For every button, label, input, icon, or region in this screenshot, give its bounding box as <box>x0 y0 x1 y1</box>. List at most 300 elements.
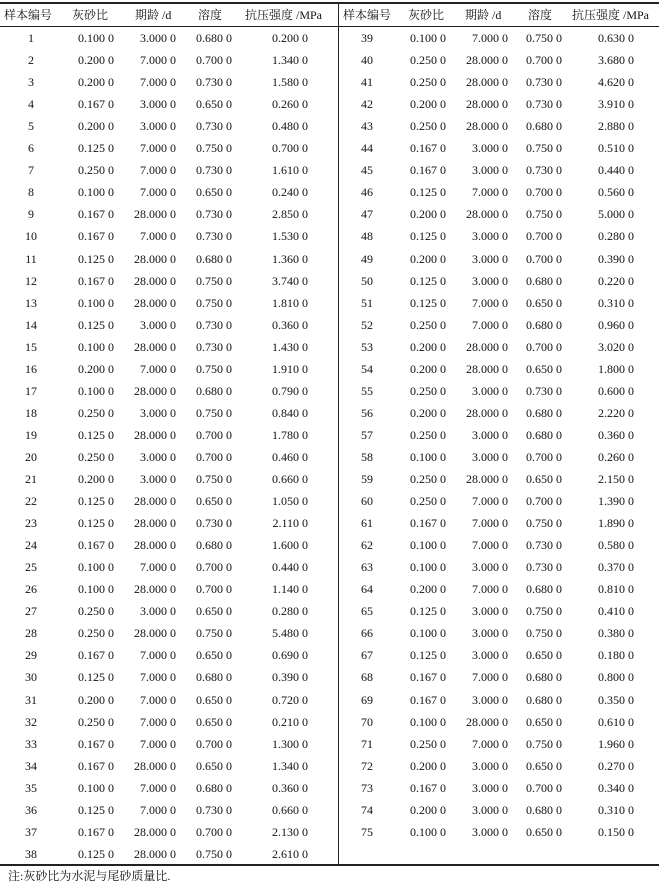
cell-sample-id: 41 <box>361 75 373 90</box>
cell-strength: 3.740 0 <box>272 273 308 288</box>
cell-strength: 1.530 0 <box>272 229 308 244</box>
cell-sample-id: 48 <box>361 229 373 244</box>
cell-cement-ratio: 0.200 0 <box>410 97 446 112</box>
cell-cement-ratio: 0.200 0 <box>410 802 446 817</box>
cell-concentration: 0.680 0 <box>196 670 232 685</box>
cell-strength: 5.000 0 <box>598 207 634 222</box>
cell-age: 28.000 0 <box>134 295 176 310</box>
cell-strength: 0.440 0 <box>598 163 634 178</box>
cell-cement-ratio: 0.250 0 <box>410 53 446 68</box>
cell-age: 3.000 0 <box>472 383 508 398</box>
cell-strength: 3.680 0 <box>598 53 634 68</box>
cell-sample-id: 52 <box>361 317 373 332</box>
cell-age: 7.000 0 <box>140 163 176 178</box>
cell-sample-id: 45 <box>361 163 373 178</box>
cell-cement-ratio: 0.125 0 <box>410 648 446 663</box>
cell-cement-ratio: 0.167 0 <box>78 538 114 553</box>
cell-strength: 1.890 0 <box>598 516 634 531</box>
cell-age: 7.000 0 <box>140 53 176 68</box>
cell-age: 3.000 0 <box>140 472 176 486</box>
column-divider <box>338 4 339 864</box>
cell-concentration: 0.680 0 <box>196 538 232 553</box>
cell-cement-ratio: 0.125 0 <box>78 251 114 266</box>
cell-age: 28.000 0 <box>134 273 176 288</box>
cell-strength: 0.390 0 <box>272 670 308 685</box>
cell-strength: 2.850 0 <box>272 207 308 222</box>
cell-strength: 0.480 0 <box>272 119 308 134</box>
cell-concentration: 0.730 0 <box>196 339 232 354</box>
cell-concentration: 0.750 0 <box>196 405 232 420</box>
cell-age: 7.000 0 <box>140 736 176 751</box>
cell-strength: 1.910 0 <box>272 361 308 376</box>
cell-sample-id: 65 <box>361 604 373 619</box>
cell-sample-id: 29 <box>25 648 37 663</box>
cell-age: 28.000 0 <box>466 472 508 486</box>
cell-strength: 0.260 0 <box>272 97 308 112</box>
cell-strength: 1.390 0 <box>598 494 634 509</box>
cell-sample-id: 71 <box>361 736 373 751</box>
cell-strength: 0.510 0 <box>598 141 634 156</box>
cell-concentration: 0.650 0 <box>196 494 232 509</box>
cell-age: 7.000 0 <box>140 185 176 200</box>
cell-concentration: 0.750 0 <box>526 516 562 531</box>
header-age: 期龄 /d <box>135 8 172 22</box>
cell-age: 7.000 0 <box>140 229 176 244</box>
cell-sample-id: 31 <box>25 692 37 707</box>
cell-concentration: 0.700 0 <box>526 251 562 266</box>
cell-concentration: 0.730 0 <box>196 163 232 178</box>
cell-cement-ratio: 0.167 0 <box>410 780 446 795</box>
cell-strength: 4.620 0 <box>598 75 634 90</box>
header-cement-ratio: 灰砂比 <box>72 8 109 22</box>
cell-cement-ratio: 0.200 0 <box>78 119 114 134</box>
cell-sample-id: 64 <box>361 582 373 597</box>
cell-concentration: 0.730 0 <box>196 75 232 90</box>
cell-strength: 0.240 0 <box>272 185 308 200</box>
cell-age: 3.000 0 <box>140 317 176 332</box>
cell-strength: 0.380 0 <box>598 626 634 641</box>
cell-age: 3.000 0 <box>472 273 508 288</box>
cell-sample-id: 6 <box>28 141 34 156</box>
cell-age: 3.000 0 <box>472 604 508 619</box>
cell-concentration: 0.750 0 <box>526 736 562 751</box>
cell-cement-ratio: 0.167 0 <box>78 736 114 751</box>
cell-cement-ratio: 0.125 0 <box>410 295 446 310</box>
cell-strength: 5.480 0 <box>272 626 308 641</box>
cell-cement-ratio: 0.200 0 <box>78 472 114 486</box>
cell-cement-ratio: 0.250 0 <box>78 405 114 420</box>
cell-sample-id: 70 <box>361 714 373 729</box>
cell-cement-ratio: 0.100 0 <box>410 31 446 45</box>
cell-cement-ratio: 0.200 0 <box>410 339 446 354</box>
cell-age: 3.000 0 <box>472 560 508 575</box>
cell-age: 7.000 0 <box>140 670 176 685</box>
cell-sample-id: 62 <box>361 538 373 553</box>
cell-cement-ratio: 0.167 0 <box>410 670 446 685</box>
cell-cement-ratio: 0.100 0 <box>78 582 114 597</box>
cell-cement-ratio: 0.167 0 <box>410 163 446 178</box>
cell-age: 7.000 0 <box>140 141 176 156</box>
cell-concentration: 0.680 0 <box>526 802 562 817</box>
header-age: 期龄 /d <box>465 8 502 22</box>
cell-cement-ratio: 0.167 0 <box>78 207 114 222</box>
cell-cement-ratio: 0.167 0 <box>410 692 446 707</box>
cell-sample-id: 60 <box>361 494 373 509</box>
cell-age: 28.000 0 <box>134 538 176 553</box>
cell-concentration: 0.750 0 <box>196 472 232 486</box>
cell-strength: 0.210 0 <box>272 714 308 729</box>
cell-concentration: 0.750 0 <box>196 141 232 156</box>
cell-strength: 1.360 0 <box>272 251 308 266</box>
cell-strength: 0.260 0 <box>598 449 634 464</box>
cell-cement-ratio: 0.250 0 <box>410 75 446 90</box>
cell-concentration: 0.700 0 <box>196 449 232 464</box>
cell-concentration: 0.700 0 <box>526 339 562 354</box>
cell-age: 28.000 0 <box>466 207 508 222</box>
cell-age: 28.000 0 <box>466 361 508 376</box>
cell-sample-id: 20 <box>25 449 37 464</box>
cell-concentration: 0.700 0 <box>196 736 232 751</box>
cell-concentration: 0.750 0 <box>526 604 562 619</box>
cell-concentration: 0.680 0 <box>526 273 562 288</box>
cell-age: 3.000 0 <box>472 648 508 663</box>
cell-cement-ratio: 0.100 0 <box>410 560 446 575</box>
cell-sample-id: 8 <box>28 185 34 200</box>
cell-sample-id: 13 <box>25 295 37 310</box>
cell-concentration: 0.680 0 <box>196 780 232 795</box>
cell-strength: 0.460 0 <box>272 449 308 464</box>
cell-strength: 0.800 0 <box>598 670 634 685</box>
cell-concentration: 0.700 0 <box>526 229 562 244</box>
cell-concentration: 0.730 0 <box>196 229 232 244</box>
cell-sample-id: 68 <box>361 670 373 685</box>
cell-sample-id: 25 <box>25 560 37 575</box>
cell-sample-id: 37 <box>25 824 37 839</box>
cell-age: 28.000 0 <box>134 824 176 839</box>
cell-concentration: 0.700 0 <box>526 449 562 464</box>
header-cement-ratio: 灰砂比 <box>408 8 445 22</box>
cell-cement-ratio: 0.200 0 <box>410 582 446 597</box>
cell-age: 28.000 0 <box>134 494 176 509</box>
cell-sample-id: 19 <box>25 427 37 442</box>
cell-strength: 1.800 0 <box>598 361 634 376</box>
header-concentration: 溶度 <box>198 8 223 22</box>
cell-cement-ratio: 0.125 0 <box>410 185 446 200</box>
cell-cement-ratio: 0.100 0 <box>78 295 114 310</box>
cell-cement-ratio: 0.250 0 <box>410 317 446 332</box>
cell-sample-id: 72 <box>361 758 373 773</box>
cell-age: 7.000 0 <box>140 361 176 376</box>
cell-age: 7.000 0 <box>472 582 508 597</box>
cell-age: 28.000 0 <box>134 383 176 398</box>
cell-concentration: 0.650 0 <box>196 185 232 200</box>
cell-cement-ratio: 0.125 0 <box>410 604 446 619</box>
cell-concentration: 0.700 0 <box>526 780 562 795</box>
cell-strength: 0.790 0 <box>272 383 308 398</box>
cell-cement-ratio: 0.100 0 <box>410 449 446 464</box>
cell-cement-ratio: 0.100 0 <box>78 780 114 795</box>
cell-sample-id: 32 <box>25 714 37 729</box>
cell-cement-ratio: 0.200 0 <box>410 405 446 420</box>
cell-sample-id: 74 <box>361 802 373 817</box>
cell-sample-id: 24 <box>25 538 37 553</box>
cell-concentration: 0.730 0 <box>526 383 562 398</box>
cell-age: 3.000 0 <box>140 97 176 112</box>
cell-sample-id: 59 <box>361 472 373 486</box>
cell-cement-ratio: 0.125 0 <box>78 494 114 509</box>
cell-concentration: 0.650 0 <box>196 758 232 773</box>
cell-cement-ratio: 0.100 0 <box>78 560 114 575</box>
cell-age: 3.000 0 <box>472 449 508 464</box>
cell-cement-ratio: 0.250 0 <box>78 604 114 619</box>
cell-age: 28.000 0 <box>134 427 176 442</box>
cell-sample-id: 51 <box>361 295 373 310</box>
cell-concentration: 0.700 0 <box>196 560 232 575</box>
table-footnote: 注:灰砂比为水泥与尾砂质量比. <box>8 869 171 883</box>
cell-cement-ratio: 0.200 0 <box>410 251 446 266</box>
cell-sample-id: 21 <box>25 472 37 486</box>
cell-sample-id: 38 <box>25 846 37 861</box>
cell-cement-ratio: 0.250 0 <box>78 714 114 729</box>
cell-cement-ratio: 0.125 0 <box>78 802 114 817</box>
cell-cement-ratio: 0.100 0 <box>78 31 114 45</box>
cell-age: 3.000 0 <box>472 824 508 839</box>
cell-cement-ratio: 0.250 0 <box>78 449 114 464</box>
cell-strength: 0.600 0 <box>598 383 634 398</box>
cell-cement-ratio: 0.100 0 <box>410 626 446 641</box>
cell-strength: 1.430 0 <box>272 339 308 354</box>
cell-strength: 1.340 0 <box>272 53 308 68</box>
cell-concentration: 0.650 0 <box>196 692 232 707</box>
cell-sample-id: 63 <box>361 560 373 575</box>
cell-strength: 0.720 0 <box>272 692 308 707</box>
cell-sample-id: 36 <box>25 802 37 817</box>
cell-strength: 0.340 0 <box>598 780 634 795</box>
cell-age: 28.000 0 <box>134 758 176 773</box>
cell-strength: 3.020 0 <box>598 339 634 354</box>
cell-sample-id: 11 <box>25 251 37 266</box>
cell-sample-id: 18 <box>25 405 37 420</box>
cell-concentration: 0.650 0 <box>526 648 562 663</box>
cell-cement-ratio: 0.125 0 <box>410 273 446 288</box>
cell-sample-id: 47 <box>361 207 373 222</box>
cell-sample-id: 4 <box>28 97 34 112</box>
cell-concentration: 0.680 0 <box>526 427 562 442</box>
cell-concentration: 0.730 0 <box>526 538 562 553</box>
cell-concentration: 0.700 0 <box>526 53 562 68</box>
cell-concentration: 0.750 0 <box>196 295 232 310</box>
cell-concentration: 0.750 0 <box>526 141 562 156</box>
cell-cement-ratio: 0.125 0 <box>78 317 114 332</box>
cell-age: 28.000 0 <box>466 53 508 68</box>
cell-concentration: 0.730 0 <box>196 317 232 332</box>
cell-strength: 0.440 0 <box>272 560 308 575</box>
cell-cement-ratio: 0.167 0 <box>78 824 114 839</box>
cell-strength: 0.270 0 <box>598 758 634 773</box>
cell-strength: 2.880 0 <box>598 119 634 134</box>
cell-age: 7.000 0 <box>472 670 508 685</box>
cell-sample-id: 12 <box>25 273 37 288</box>
cell-cement-ratio: 0.250 0 <box>410 736 446 751</box>
cell-cement-ratio: 0.100 0 <box>410 714 446 729</box>
cell-sample-id: 75 <box>361 824 373 839</box>
cell-sample-id: 39 <box>361 31 373 45</box>
cell-sample-id: 22 <box>25 494 37 509</box>
cell-strength: 1.610 0 <box>272 163 308 178</box>
table-bottom-rule <box>0 864 659 866</box>
cell-concentration: 0.750 0 <box>526 31 562 45</box>
cell-concentration: 0.650 0 <box>526 361 562 376</box>
cell-cement-ratio: 0.250 0 <box>410 119 446 134</box>
header-concentration: 溶度 <box>528 8 553 22</box>
cell-cement-ratio: 0.250 0 <box>410 427 446 442</box>
cell-concentration: 0.650 0 <box>526 472 562 486</box>
cell-age: 28.000 0 <box>466 405 508 420</box>
cell-age: 7.000 0 <box>472 538 508 553</box>
cell-sample-id: 15 <box>25 339 37 354</box>
cell-age: 28.000 0 <box>466 119 508 134</box>
cell-strength: 1.050 0 <box>272 494 308 509</box>
cell-sample-id: 28 <box>25 626 37 641</box>
cell-age: 28.000 0 <box>466 75 508 90</box>
cell-strength: 1.300 0 <box>272 736 308 751</box>
cell-strength: 1.960 0 <box>598 736 634 751</box>
cell-strength: 0.360 0 <box>598 427 634 442</box>
cell-sample-id: 10 <box>25 229 37 244</box>
cell-strength: 0.610 0 <box>598 714 634 729</box>
cell-cement-ratio: 0.200 0 <box>410 758 446 773</box>
cell-concentration: 0.750 0 <box>526 626 562 641</box>
cell-concentration: 0.650 0 <box>196 604 232 619</box>
cell-cement-ratio: 0.167 0 <box>78 758 114 773</box>
cell-age: 28.000 0 <box>466 714 508 729</box>
cell-cement-ratio: 0.125 0 <box>410 229 446 244</box>
cell-age: 7.000 0 <box>140 802 176 817</box>
cell-sample-id: 30 <box>25 670 37 685</box>
cell-age: 7.000 0 <box>140 75 176 90</box>
cell-age: 28.000 0 <box>466 97 508 112</box>
cell-sample-id: 58 <box>361 449 373 464</box>
cell-age: 7.000 0 <box>140 648 176 663</box>
table-header-rule <box>0 26 659 27</box>
cell-age: 28.000 0 <box>134 846 176 861</box>
cell-concentration: 0.680 0 <box>196 251 232 266</box>
header-sample-id: 样本编号 <box>343 8 392 22</box>
cell-age: 28.000 0 <box>134 516 176 531</box>
cell-cement-ratio: 0.125 0 <box>78 141 114 156</box>
cell-sample-id: 56 <box>361 405 373 420</box>
cell-strength: 0.700 0 <box>272 141 308 156</box>
cell-strength: 0.350 0 <box>598 692 634 707</box>
cell-sample-id: 46 <box>361 185 373 200</box>
cell-sample-id: 9 <box>28 207 34 222</box>
cell-cement-ratio: 0.200 0 <box>78 361 114 376</box>
cell-concentration: 0.680 0 <box>526 405 562 420</box>
cell-strength: 0.200 0 <box>272 31 308 45</box>
cell-concentration: 0.680 0 <box>196 31 232 45</box>
cell-cement-ratio: 0.250 0 <box>410 494 446 509</box>
cell-concentration: 0.680 0 <box>526 317 562 332</box>
cell-strength: 0.370 0 <box>598 560 634 575</box>
cell-cement-ratio: 0.167 0 <box>78 229 114 244</box>
cell-strength: 2.150 0 <box>598 472 634 486</box>
cell-cement-ratio: 0.250 0 <box>410 472 446 486</box>
cell-concentration: 0.680 0 <box>526 582 562 597</box>
cell-concentration: 0.730 0 <box>196 802 232 817</box>
cell-age: 3.000 0 <box>472 229 508 244</box>
cell-sample-id: 34 <box>25 758 37 773</box>
cell-strength: 2.220 0 <box>598 405 634 420</box>
cell-strength: 1.810 0 <box>272 295 308 310</box>
cell-strength: 0.410 0 <box>598 604 634 619</box>
cell-age: 28.000 0 <box>134 207 176 222</box>
cell-concentration: 0.680 0 <box>526 119 562 134</box>
cell-strength: 0.580 0 <box>598 538 634 553</box>
cell-cement-ratio: 0.125 0 <box>78 670 114 685</box>
cell-strength: 0.150 0 <box>598 824 634 839</box>
cell-sample-id: 73 <box>361 780 373 795</box>
cell-sample-id: 16 <box>25 361 37 376</box>
cell-strength: 0.390 0 <box>598 251 634 266</box>
cell-concentration: 0.730 0 <box>526 163 562 178</box>
cell-sample-id: 44 <box>361 141 373 156</box>
cell-sample-id: 67 <box>361 648 373 663</box>
cell-sample-id: 7 <box>28 163 34 178</box>
cell-cement-ratio: 0.200 0 <box>78 53 114 68</box>
cell-strength: 0.360 0 <box>272 317 308 332</box>
cell-strength: 1.580 0 <box>272 75 308 90</box>
cell-sample-id: 55 <box>361 383 373 398</box>
cell-concentration: 0.700 0 <box>196 824 232 839</box>
cell-sample-id: 5 <box>28 119 34 134</box>
cell-concentration: 0.730 0 <box>196 207 232 222</box>
cell-cement-ratio: 0.125 0 <box>78 427 114 442</box>
cell-cement-ratio: 0.125 0 <box>78 846 114 861</box>
cell-cement-ratio: 0.200 0 <box>410 207 446 222</box>
cell-sample-id: 3 <box>28 75 34 90</box>
header-sample-id: 样本编号 <box>4 8 53 22</box>
cell-concentration: 0.650 0 <box>196 97 232 112</box>
cell-age: 7.000 0 <box>472 185 508 200</box>
cell-cement-ratio: 0.100 0 <box>78 383 114 398</box>
cell-age: 7.000 0 <box>140 560 176 575</box>
cell-sample-id: 61 <box>361 516 373 531</box>
cell-age: 28.000 0 <box>134 582 176 597</box>
cell-cement-ratio: 0.200 0 <box>410 361 446 376</box>
cell-strength: 0.840 0 <box>272 405 308 420</box>
cell-sample-id: 14 <box>25 317 37 332</box>
cell-concentration: 0.700 0 <box>196 582 232 597</box>
cell-strength: 0.310 0 <box>598 295 634 310</box>
cell-strength: 0.630 0 <box>598 31 634 45</box>
cell-age: 3.000 0 <box>472 626 508 641</box>
cell-concentration: 0.700 0 <box>196 427 232 442</box>
cell-age: 3.000 0 <box>140 604 176 619</box>
cell-sample-id: 42 <box>361 97 373 112</box>
cell-concentration: 0.750 0 <box>196 361 232 376</box>
cell-strength: 0.220 0 <box>598 273 634 288</box>
cell-cement-ratio: 0.250 0 <box>410 383 446 398</box>
cell-concentration: 0.650 0 <box>526 714 562 729</box>
cell-cement-ratio: 0.200 0 <box>78 692 114 707</box>
cell-cement-ratio: 0.100 0 <box>410 824 446 839</box>
cell-sample-id: 57 <box>361 427 373 442</box>
cell-concentration: 0.700 0 <box>526 185 562 200</box>
cell-strength: 0.660 0 <box>272 802 308 817</box>
cell-age: 7.000 0 <box>140 714 176 729</box>
cell-cement-ratio: 0.100 0 <box>78 185 114 200</box>
cell-sample-id: 69 <box>361 692 373 707</box>
